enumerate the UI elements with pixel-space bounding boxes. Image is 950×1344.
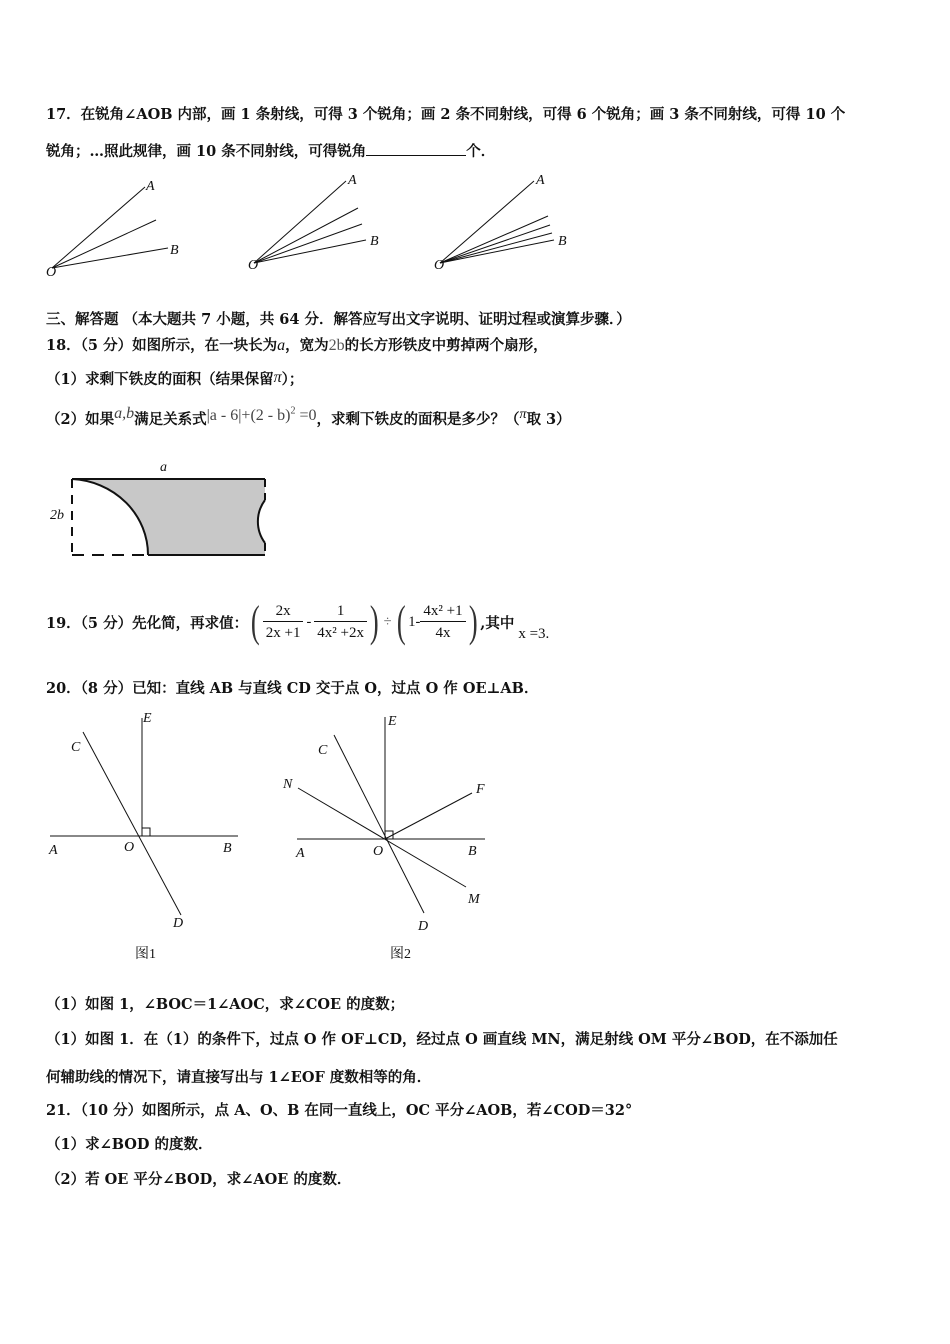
fraction-3-denominator: 4x: [435, 624, 451, 641]
label-b: B: [170, 243, 179, 258]
q18-sub1: [46, 368, 303, 389]
q18-relation-exponent: 2: [290, 405, 296, 417]
line-mn: [298, 788, 466, 887]
q18-sub2: [46, 405, 571, 429]
label-a: A: [146, 179, 155, 194]
label-a: A: [49, 843, 58, 858]
label-d: D: [173, 916, 184, 931]
label-o: O: [373, 844, 384, 859]
q20-sub2-line1: （1）如图 1．在（1）的条件下，过点 O 作 OF⊥CD，经过点 O 画直线 MN，满足射线 OM 平分∠BOD，在不添加任: [46, 1031, 838, 1048]
q17-line2-post: 个．: [466, 143, 496, 160]
ray-ob: [254, 240, 366, 263]
label-e: E: [388, 714, 397, 729]
fraction-3: [420, 601, 465, 644]
q19-stem-post: ,其中: [480, 614, 515, 632]
q21-stem: 21．（10 分）如图所示，点 A、O、B 在同一直线上，OC 平分∠AOB，若∠COD＝32°: [46, 1102, 633, 1119]
label-a: A: [348, 173, 357, 188]
q18-relation-body: |a - 6|+(2 - b): [206, 407, 291, 424]
label-b: B: [370, 234, 379, 249]
q18-figure: [40, 455, 280, 565]
q18-stem-post: 的长方形铁皮中剪掉两个扇形，: [344, 337, 548, 354]
q18-sub1-post: ）；: [281, 371, 304, 388]
q17-figure-2: [248, 173, 379, 273]
ray-of: [385, 793, 472, 839]
q18-var-a: a: [277, 337, 286, 354]
q17-line1: 17．在锐角∠AOB 内部，画 1 条射线，可得 3 个锐角；画 2 条不同射线，可得 6 个锐角；画 3 条不同射线，可得 10 个: [46, 106, 846, 123]
right-paren: ): [369, 597, 379, 646]
q17-figure-3: [434, 173, 567, 273]
one-minus: 1-: [408, 613, 421, 630]
line-cd: [83, 732, 181, 915]
label-n: N: [283, 777, 293, 792]
ray-ob: [52, 248, 168, 268]
q20-figures: [40, 700, 510, 970]
label-f: F: [476, 782, 485, 797]
q17-figures: [40, 170, 600, 280]
q18-stem-pre: 18．（5 分）如图所示，在一块长为: [46, 337, 278, 354]
label-b: B: [558, 234, 567, 249]
figure-1-caption: 图1: [135, 947, 156, 962]
label-b: B: [468, 844, 477, 859]
right-paren: ): [468, 597, 478, 646]
label-c: C: [71, 740, 81, 755]
label-d: D: [418, 919, 429, 934]
q18-sub2-mid: 满足关系式: [134, 411, 207, 428]
ray-inner-1: [52, 220, 156, 268]
q19-x-value: x =3.: [518, 625, 550, 642]
fraction-2: [314, 601, 367, 644]
q20-sub1: （1）如图 1，∠BOC＝1∠AOC，求∠COE 的度数；: [46, 996, 405, 1013]
label-b: B: [223, 841, 232, 856]
ray-oa: [52, 187, 145, 268]
q18-relation-end: =0: [295, 407, 317, 424]
q21-sub2: （2）若 OE 平分∠BOD，求∠AOE 的度数．: [46, 1171, 352, 1188]
left-paren: (: [251, 597, 260, 646]
label-o: O: [434, 258, 445, 273]
label-2b: 2b: [50, 508, 64, 523]
label-e: E: [143, 711, 152, 726]
q18-sub1-pre: （1）求剩下铁皮的面积（结果保留: [46, 371, 274, 388]
q21-sub1: （1）求∠BOD 的度数．: [46, 1136, 213, 1153]
q20-sub2-line2: 何辅助线的情况下，请直接写出与 1∠EOF 度数相等的角．: [46, 1069, 432, 1086]
fraction-1: [263, 601, 304, 644]
q18-vars-ab: a,b: [114, 405, 135, 422]
q18-sub2-post: ，求剩下铁皮的面积是多少？（: [316, 411, 520, 428]
label-a: a: [160, 460, 167, 475]
ray-inner-2: [254, 224, 362, 263]
ray-inner-1: [440, 216, 548, 263]
shaded-region: [72, 479, 265, 555]
fraction-1-denominator: 2x +1: [265, 624, 301, 641]
q17-line2: [46, 140, 495, 161]
left-paren: (: [396, 597, 406, 646]
divide-sign: ÷: [383, 613, 392, 630]
fraction-2-numerator: 1: [314, 601, 367, 622]
right-angle-mark: [142, 828, 150, 836]
figure-2-caption: 图2: [390, 947, 411, 962]
pi-symbol: π: [519, 407, 527, 422]
section-3-heading: 三、解答题 （本大题共 7 小题，共 64 分．解答应写出文字说明、证明过程或演算步骤．）: [46, 311, 631, 328]
label-c: C: [318, 743, 328, 758]
q20-figure-1: [48, 711, 238, 962]
q20-figure-2: [282, 714, 485, 962]
label-a: A: [296, 846, 305, 861]
fraction-1-numerator: 2x: [263, 601, 304, 622]
q18-sub2-pre: （2）如果: [46, 411, 115, 428]
label-a: A: [536, 173, 545, 188]
label-o: O: [248, 258, 259, 273]
label-o: O: [124, 840, 135, 855]
q18-stem-mid: ，宽为: [285, 337, 329, 354]
line-cd: [334, 735, 424, 913]
fraction-3-numerator: 4x² +1: [420, 601, 465, 622]
q17-answer-blank[interactable]: [366, 141, 466, 156]
pi-symbol: π: [273, 369, 282, 386]
q19-stem: [46, 594, 549, 650]
label-o: O: [46, 265, 57, 280]
q20-stem: 20．（8 分）已知：直线 AB 与直线 CD 交于点 O，过点 O 作 OE⊥AB．: [46, 680, 539, 697]
q18-pi-take: 取 3）: [526, 411, 571, 428]
fraction-2-denominator: 4x² +2x: [317, 624, 365, 641]
q18-stem: [46, 334, 548, 355]
q18-relation: [207, 407, 317, 424]
label-m: M: [468, 892, 480, 907]
q18-var-2b: 2b: [328, 337, 345, 354]
q17-line2-pre: 锐角；…照此规律，画 10 条不同射线，可得锐角: [46, 143, 367, 160]
q17-figure-1: [46, 179, 179, 280]
q19-stem-pre: 19．（5 分）先化简，再求值：: [46, 614, 249, 632]
minus-sign: -: [306, 613, 312, 630]
